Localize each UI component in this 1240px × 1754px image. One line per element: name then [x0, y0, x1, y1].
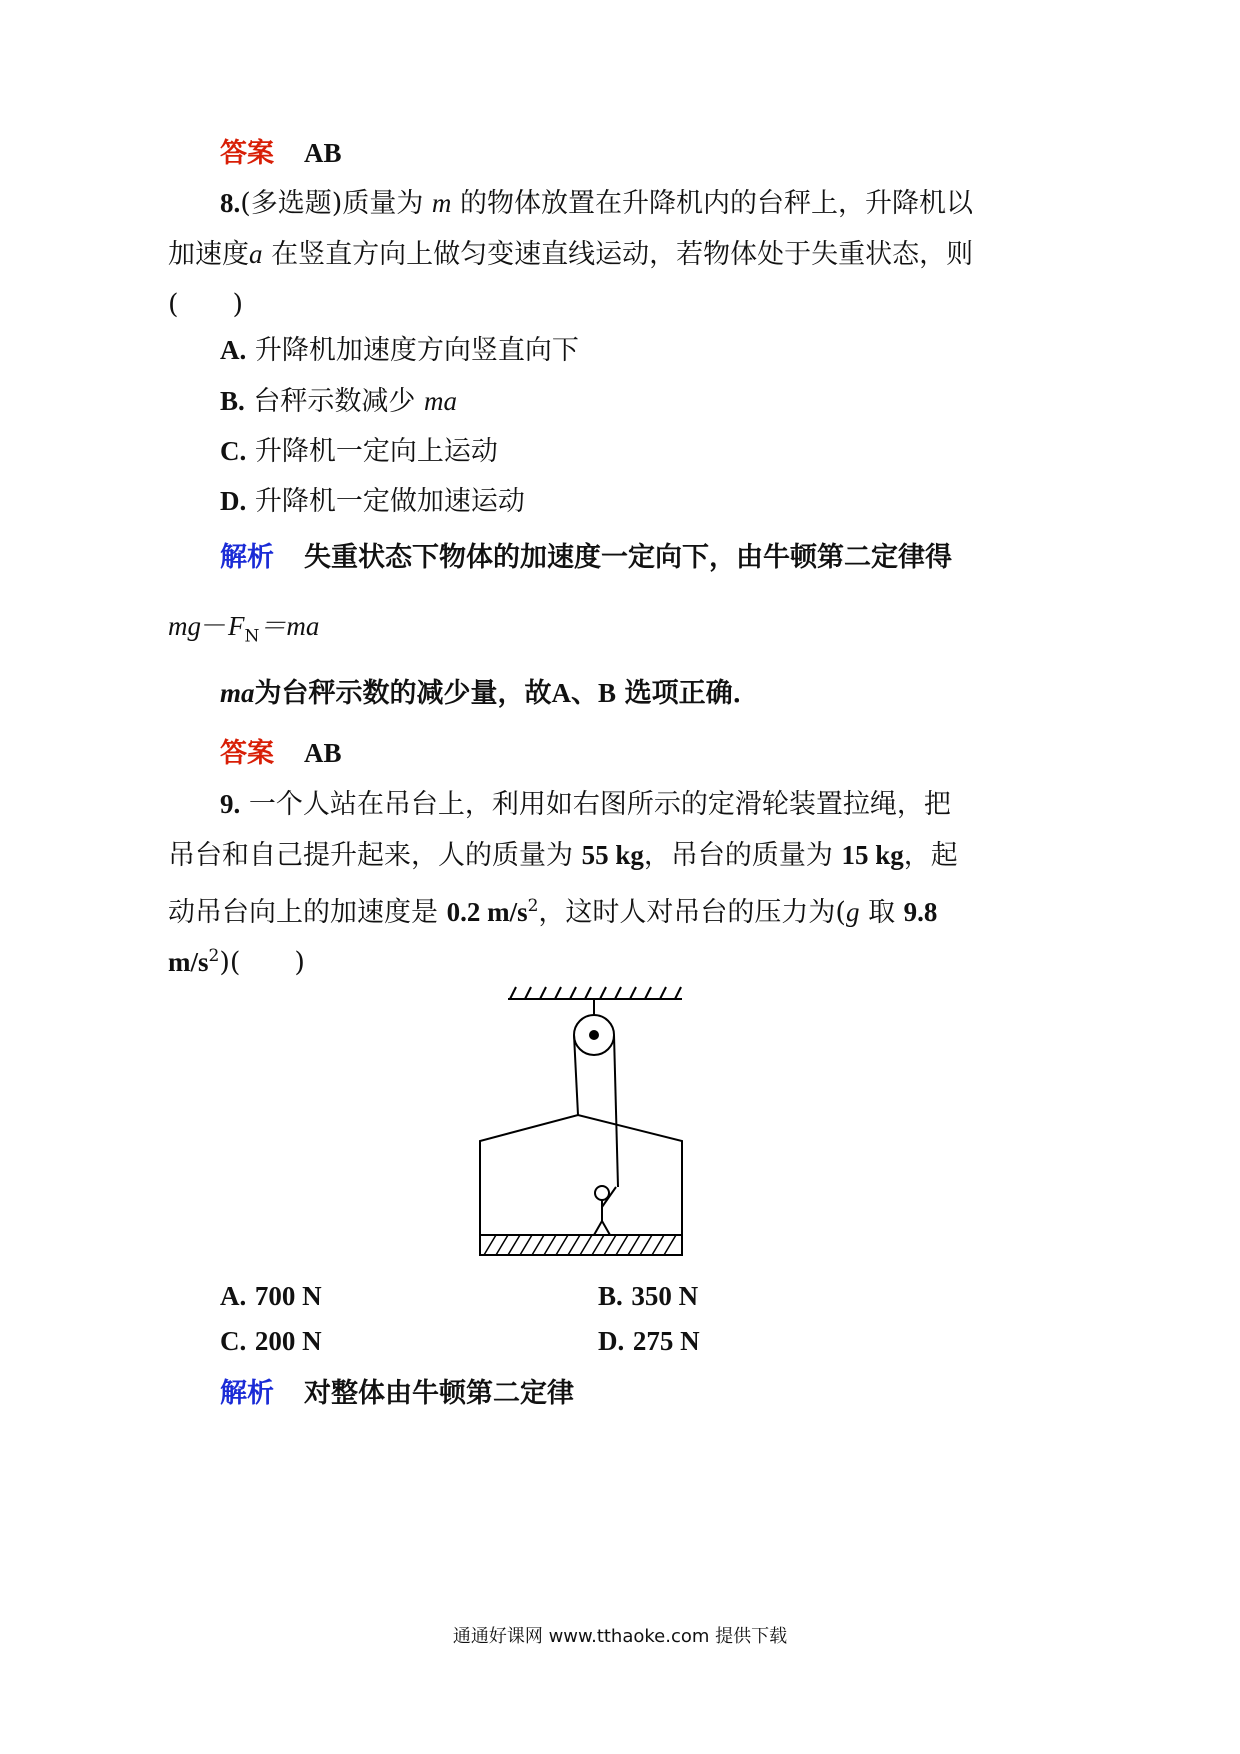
q9-unit: m/s	[168, 947, 209, 977]
q8-text: 的物体放置在升降机内的台秤上，升降机以	[460, 188, 974, 219]
eq-subscript: N	[244, 626, 260, 647]
floor-hatch	[484, 1235, 676, 1255]
answer-label: 答案	[220, 738, 274, 769]
conclusion-var: ma	[220, 678, 255, 708]
q9-line-2	[168, 835, 958, 876]
conclusion-text: 选项正确．	[624, 678, 760, 709]
platform-frame	[480, 1115, 682, 1243]
q8-text: 在竖直方向上做匀变速直线运动，若物体处于失重状态，则	[271, 239, 974, 270]
q9-option-b	[598, 1276, 698, 1317]
analysis-label: 解析	[220, 1378, 274, 1409]
q9-line-3	[168, 886, 937, 933]
option-var: ma	[423, 386, 457, 416]
q9-text: ，起	[903, 840, 958, 871]
option-letter: B.	[220, 386, 245, 416]
option-text: 台秤示数减少	[253, 386, 416, 417]
q8-var-a: a	[249, 239, 263, 269]
q8-option-d	[220, 481, 525, 522]
option-letter: D.	[220, 486, 247, 516]
q9-blank: )( )	[219, 947, 305, 978]
option-text: 升降机加速度方向竖直向下	[254, 335, 579, 366]
analysis-text: 对整体由牛顿第二定律	[304, 1378, 574, 1409]
q8-text: (多选题)质量为	[240, 188, 424, 219]
pulley-diagram	[470, 975, 700, 1265]
eq-lhs: mg	[168, 611, 201, 641]
q8-conclusion	[220, 673, 760, 714]
footer-site-name: 通通好课网	[452, 1626, 543, 1647]
ceiling-hatch	[510, 987, 681, 999]
option-text: 升降机一定做加速运动	[254, 486, 525, 517]
analysis-label: 解析	[220, 542, 274, 573]
person-figure	[594, 1186, 616, 1235]
q9-option-a	[220, 1276, 322, 1317]
option-letter: B.	[598, 1281, 623, 1311]
eq-force: F	[228, 611, 245, 641]
answer-line-7	[220, 133, 342, 174]
option-value: 200 N	[254, 1326, 322, 1356]
q8-option-a	[220, 330, 579, 371]
q8-var-m: m	[431, 188, 452, 218]
q8-option-c	[220, 431, 498, 472]
eq-minus: －	[201, 611, 228, 642]
q9-mass-platform: 15 kg	[841, 840, 904, 870]
q9-text: 一个人站在吊台上，利用如右图所示的定滑轮装置拉绳，把	[248, 789, 951, 820]
page-footer	[0, 1622, 1240, 1648]
q9-text: 动吊台向上的加速度是	[168, 897, 438, 928]
answer-line-8	[220, 733, 342, 774]
q9-option-d	[598, 1321, 700, 1362]
footer-suffix: 提供下载	[715, 1626, 788, 1647]
q9-option-c	[220, 1321, 322, 1362]
q8-line-2	[168, 234, 973, 275]
option-letter: A.	[220, 1281, 247, 1311]
q9-analysis	[220, 1374, 574, 1414]
eq-rhs: ＝ma	[259, 611, 320, 641]
q9-text: 吊台和自己提升起来，人的质量为	[168, 840, 573, 871]
answer-label: 答案	[220, 138, 274, 169]
q8-blank: ( )	[168, 289, 244, 320]
q9-accel: 0.2 m/s	[446, 897, 528, 927]
q8-text: 加速度	[168, 239, 249, 270]
q9-g-value: 9.8	[903, 897, 938, 927]
pulley-axle	[590, 1031, 598, 1039]
answer-value: AB	[304, 738, 342, 768]
q8-equation	[168, 606, 319, 656]
option-letter: D.	[598, 1326, 625, 1356]
q9-text: ，这时人对吊台的压力为(	[538, 897, 846, 928]
q9-var-g: g	[845, 897, 860, 927]
analysis-text: 失重状态下物体的加速度一定向下，由牛顿第二定律得	[304, 542, 952, 573]
option-letter: A.	[220, 335, 247, 365]
option-value: 700 N	[254, 1281, 322, 1311]
conclusion-options: A、B	[551, 678, 617, 708]
answer-value: AB	[304, 138, 342, 168]
option-text: 升降机一定向上运动	[254, 436, 498, 467]
q9-mass-person: 55 kg	[581, 840, 644, 870]
q9-unit-sup: 2	[208, 946, 220, 966]
q8-line-1	[220, 183, 973, 224]
q8-analysis	[220, 538, 952, 578]
option-value: 275 N	[632, 1326, 700, 1356]
option-letter: C.	[220, 436, 247, 466]
option-letter: C.	[220, 1326, 247, 1356]
q9-text: ，吊台的质量为	[643, 840, 833, 871]
conclusion-text: 为台秤示数的减少量，故	[254, 678, 552, 709]
q9-number: 9.	[220, 789, 241, 819]
q9-text: 取	[868, 897, 896, 928]
q9-accel-sup: 2	[527, 896, 539, 916]
q8-option-b	[220, 381, 457, 422]
q9-line-1	[220, 784, 951, 825]
footer-url[interactable]: www.tthaoke.com	[548, 1626, 710, 1647]
q9-line-4	[168, 936, 305, 983]
q8-number: 8.	[220, 188, 241, 218]
option-value: 350 N	[631, 1281, 699, 1311]
rope-right	[614, 1035, 618, 1187]
